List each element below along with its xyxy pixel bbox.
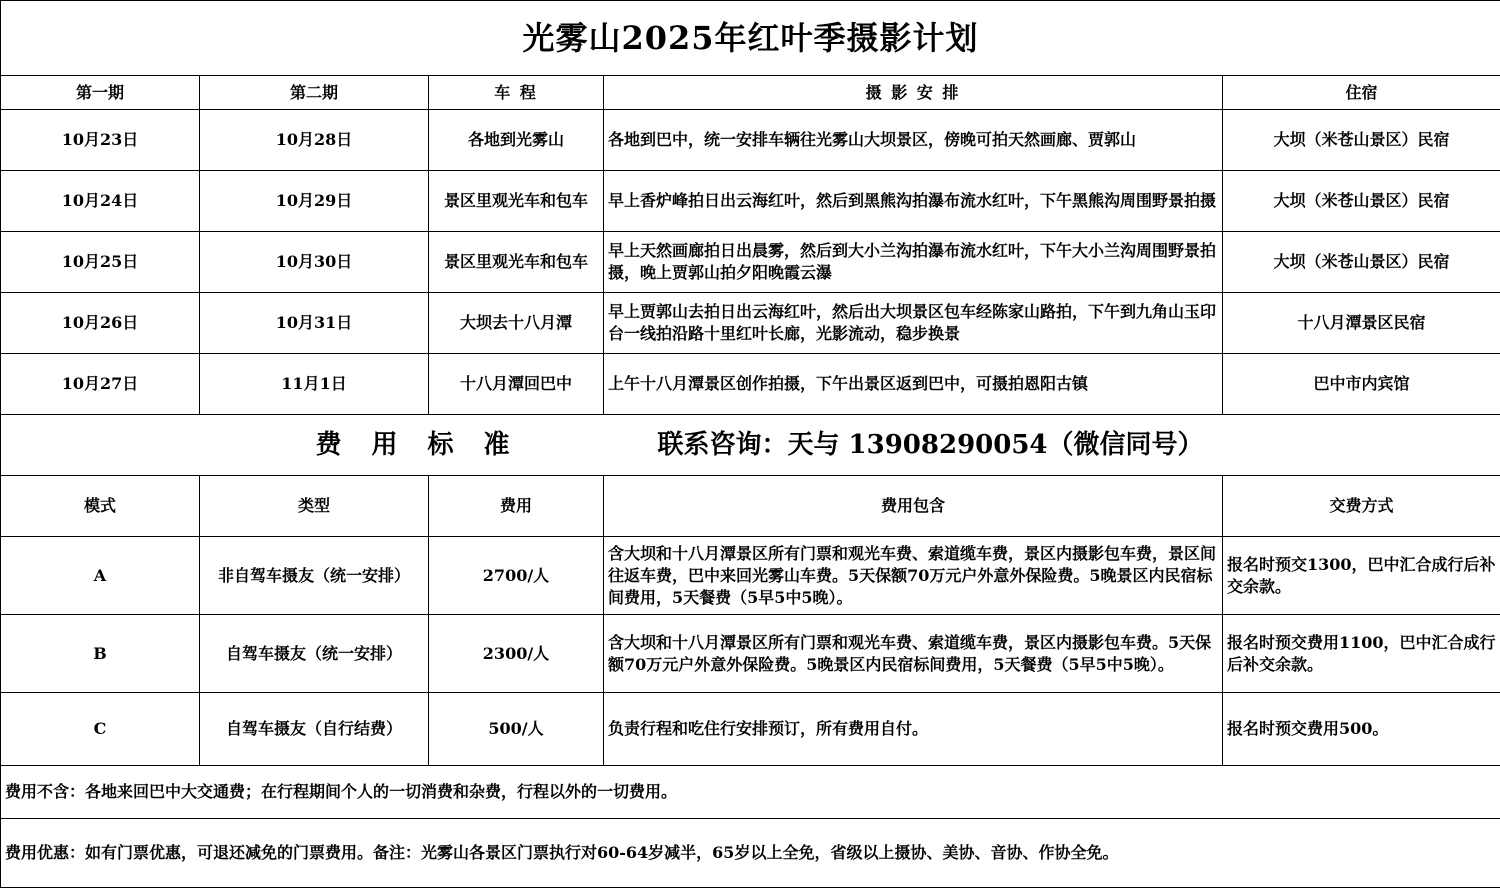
fee-type: 自驾车摄友（自行结费） [200,693,429,766]
fee-row [1,615,1500,693]
route-cell: 大坝去十八月潭 [429,293,604,354]
period-1-date: 10月27日 [1,354,200,415]
period-2-date: 10月30日 [200,232,429,293]
plan-cell: 早上贾郭山去拍日出云海红叶，然后出大坝景区包车经陈家山路拍，下午到九角山玉印台一线拍沿路十里红叶长廊，光影流动，稳步换景 [604,293,1223,354]
period-2-date: 10月31日 [200,293,429,354]
fee-standard-row [1,415,1500,476]
stay-cell: 十八月潭景区民宿 [1223,293,1500,354]
fee-includes: 含大坝和十八月潭景区所有门票和观光车费、索道缆车费，景区内摄影包车费，景区间往返车费，巴中来回光雾山车费。5天保额70万元户外意外保险费。5晚景区内民宿标间费用，5天餐费（5早5中5晚）。 [604,537,1223,615]
fee-mode: C [1,693,200,766]
schedule-row [1,293,1500,354]
plan-cell: 上午十八月潭景区创作拍摄，下午出景区返到巴中，可摄拍恩阳古镇 [604,354,1223,415]
schedule-row [1,232,1500,293]
fee-includes: 含大坝和十八月潭景区所有门票和观光车费、索道缆车费，景区内摄影包车费。5天保额70万元户外意外保险费。5晚景区内民宿标间费用，5天餐费（5早5中5晚）。 [604,615,1223,693]
excluded-note-row [1,766,1500,819]
period-1-date: 10月24日 [1,171,200,232]
header-cost: 费用 [429,476,604,537]
route-cell: 十八月潭回巴中 [429,354,604,415]
stay-cell: 大坝（米苍山景区）民宿 [1223,110,1500,171]
schedule-row [1,110,1500,171]
period-1-date: 10月26日 [1,293,200,354]
fee-cost: 500/人 [429,693,604,766]
fee-standard-label: 费用标准 [297,434,557,456]
fee-type: 非自驾车摄友（统一安排） [200,537,429,615]
route-cell: 景区里观光车和包车 [429,171,604,232]
discount-note-row [1,819,1500,888]
fee-type: 自驾车摄友（统一安排） [200,615,429,693]
schedule-header-row [1,76,1500,110]
fee-header-row [1,476,1500,537]
plan-cell: 各地到巴中，统一安排车辆往光雾山大坝景区，傍晚可拍天然画廊、贾郭山 [604,110,1223,171]
fee-payment: 报名时预交费用1100，巴中汇合成行后补交余款。 [1223,615,1500,693]
contact-info: 联系咨询：天与 13908290054（微信同号） [657,434,1203,456]
header-mode: 模式 [1,476,200,537]
fee-includes: 负责行程和吃住行安排预订，所有费用自付。 [604,693,1223,766]
header-period-1: 第一期 [1,76,200,110]
fee-cost: 2700/人 [429,537,604,615]
plan-cell: 早上香炉峰拍日出云海红叶，然后到黑熊沟拍瀑布流水红叶，下午黑熊沟周围野景拍摄 [604,171,1223,232]
period-2-date: 11月1日 [200,354,429,415]
period-2-date: 10月28日 [200,110,429,171]
stay-cell: 巴中市内宾馆 [1223,354,1500,415]
page-title: 光雾山2025年红叶季摄影计划 [1,1,1500,76]
header-includes: 费用包含 [604,476,1223,537]
period-2-date: 10月29日 [200,171,429,232]
stay-cell: 大坝（米苍山景区）民宿 [1223,232,1500,293]
schedule-row [1,354,1500,415]
period-1-date: 10月25日 [1,232,200,293]
fee-row [1,537,1500,615]
header-payment: 交费方式 [1223,476,1500,537]
fee-mode: A [1,537,200,615]
fee-payment: 报名时预交1300，巴中汇合成行后补交余款。 [1223,537,1500,615]
header-route: 车 程 [429,76,604,110]
fee-mode: B [1,615,200,693]
fee-payment: 报名时预交费用500。 [1223,693,1500,766]
header-period-2: 第二期 [200,76,429,110]
header-type: 类型 [200,476,429,537]
stay-cell: 大坝（米苍山景区）民宿 [1223,171,1500,232]
schedule-row [1,171,1500,232]
route-cell: 景区里观光车和包车 [429,232,604,293]
plan-cell: 早上天然画廊拍日出晨雾，然后到大小兰沟拍瀑布流水红叶，下午大小兰沟周围野景拍摄，晚上贾郭山拍夕阳晚霞云瀑 [604,232,1223,293]
fee-standard-cell [1,415,1500,476]
route-cell: 各地到光雾山 [429,110,604,171]
period-1-date: 10月23日 [1,110,200,171]
discount-note: 费用优惠：如有门票优惠，可退还减免的门票费用。备注：光雾山各景区门票执行对60-64岁减半，65岁以上全免，省级以上摄协、美协、音协、作协全免。 [1,819,1500,888]
fee-cost: 2300/人 [429,615,604,693]
fee-row [1,693,1500,766]
excluded-note: 费用不含：各地来回巴中大交通费；在行程期间个人的一切消费和杂费，行程以外的一切费用。 [1,766,1500,819]
header-stay: 住宿 [1223,76,1500,110]
header-plan: 摄 影 安 排 [604,76,1223,110]
